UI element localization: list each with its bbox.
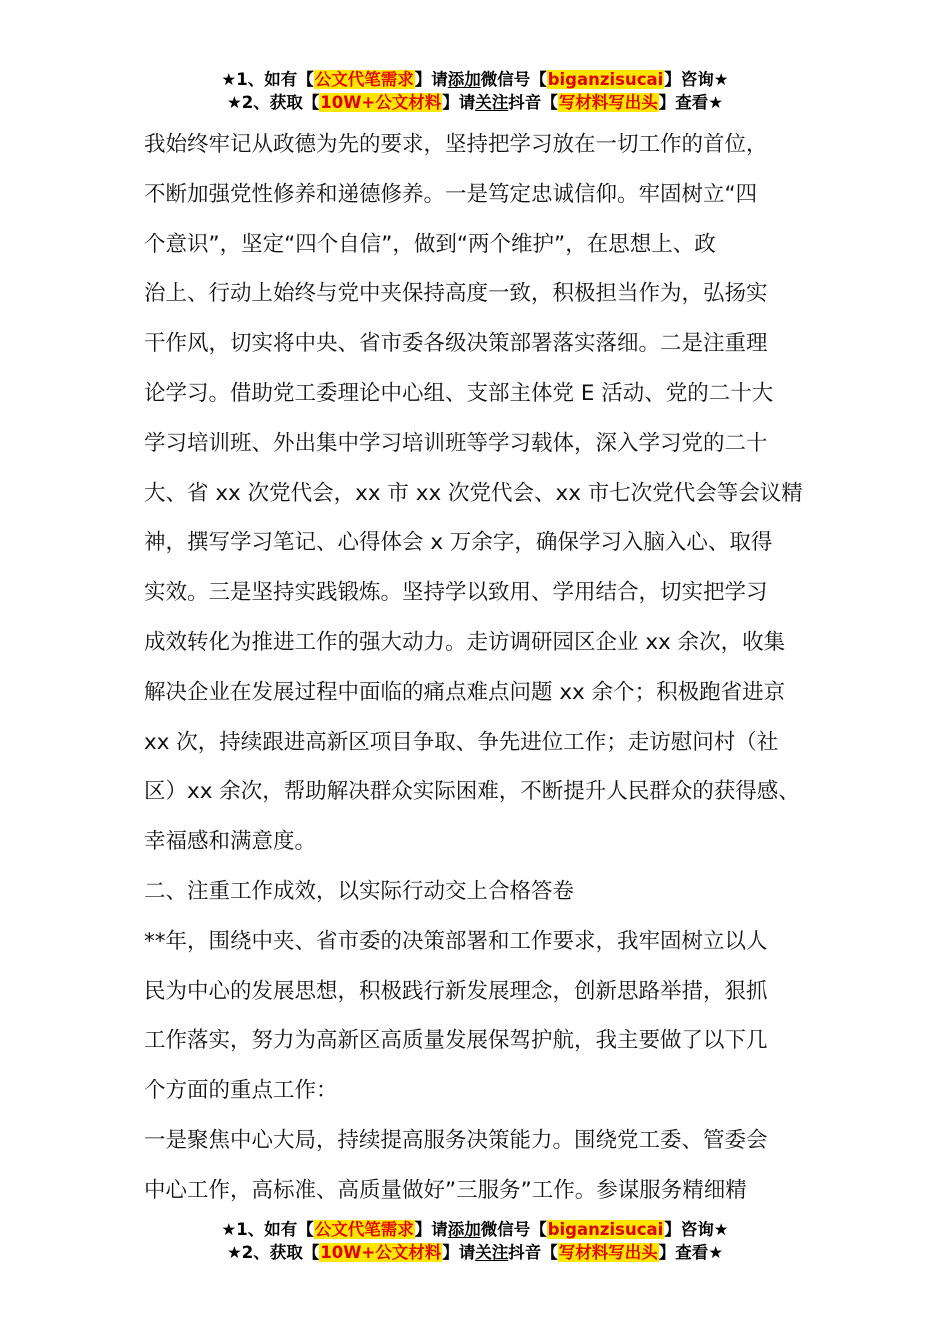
bottom-banner <box>0 1218 950 1264</box>
text-line: 个意识”，坚定“四个自信”，做到“两个维护”，在思想上、政 <box>144 231 716 257</box>
text-line: 区）xx 余次，帮助解决群众实际困难，不断提升人民群众的获得感、 <box>144 779 800 805</box>
text-line: 学习培训班、外出集中学习培训班等学习载体，深入学习党的二十 <box>144 430 768 456</box>
text-line: 干作风，切实将中央、省市委各级决策部署落实落细。二是注重理 <box>144 331 768 357</box>
top-banner <box>0 68 950 114</box>
text-line: 大、省 xx 次党代会，xx 市 xx 次党代会、xx 市七次党代会等会议精 <box>144 480 803 506</box>
banner-line-2: ★2、获取【10W+公文材料】请关注抖音【写材料写出头】查看★ <box>226 93 724 112</box>
text-line: 幸福感和满意度。 <box>144 829 317 855</box>
banner-line-1: ★1、如有【公文代笔需求】请添加微信号【biganzisucai】咨询★ <box>221 70 729 89</box>
text-line: 论学习。借助党工委理论中心组、支部主体党 E 活动、党的二十大 <box>144 380 774 406</box>
text-line: 工作落实，努力为高新区高质量发展保驾护航，我主要做了以下几 <box>144 1028 768 1054</box>
text-line: 我始终牢记从政德为先的要求，坚持把学习放在一切工作的首位， <box>144 132 768 157</box>
text-line: 成效转化为推进工作的强大动力。走访调研园区企业 xx 余次，收集 <box>144 629 786 655</box>
text-line: 民为中心的发展思想，积极践行新发展理念，创新思路举措，狠抓 <box>144 978 768 1004</box>
text-line: 实效。三是坚持实践锻炼。坚持学以致用、学用结合，切实把学习 <box>144 580 768 606</box>
text-line: 一是聚焦中心大局，持续提高服务决策能力。围绕党工委、管委会 <box>144 1127 768 1153</box>
text-line: xx 次，持续跟进高新区项目争取、争先进位工作；走访慰问村（社 <box>144 729 779 755</box>
document-body <box>144 120 819 1216</box>
text-line: 个方面的重点工作： <box>144 1078 338 1104</box>
text-line: 解决企业在发展过程中面临的痛点难点问题 xx 余个；积极跑省进京 <box>144 679 786 705</box>
text-line: 二、注重工作成效，以实际行动交上合格答卷 <box>144 878 575 904</box>
text-line: **年，围绕中夹、省市委的决策部署和工作要求，我牢固树立以人 <box>144 928 768 954</box>
text-line: 神，撰写学习笔记、心得体会 x 万余字，确保学习入脑入心、取得 <box>144 530 773 556</box>
text-line: 中心工作，高标准、高质量做好”三服务”工作。参谋服务精细精 <box>144 1177 747 1203</box>
banner-line-2: ★2、获取【10W+公文材料】请关注抖音【写材料写出头】查看★ <box>226 1243 724 1262</box>
banner-line-1: ★1、如有【公文代笔需求】请添加微信号【biganzisucai】咨询★ <box>221 1220 729 1239</box>
text-line: 不断加强党性修养和递德修养。一是笃定忠诚信仰。牢固树立“四 <box>144 181 758 207</box>
text-line: 治上、行动上始终与党中夹保持高度一致，积极担当作为，弘扬实 <box>144 281 768 307</box>
